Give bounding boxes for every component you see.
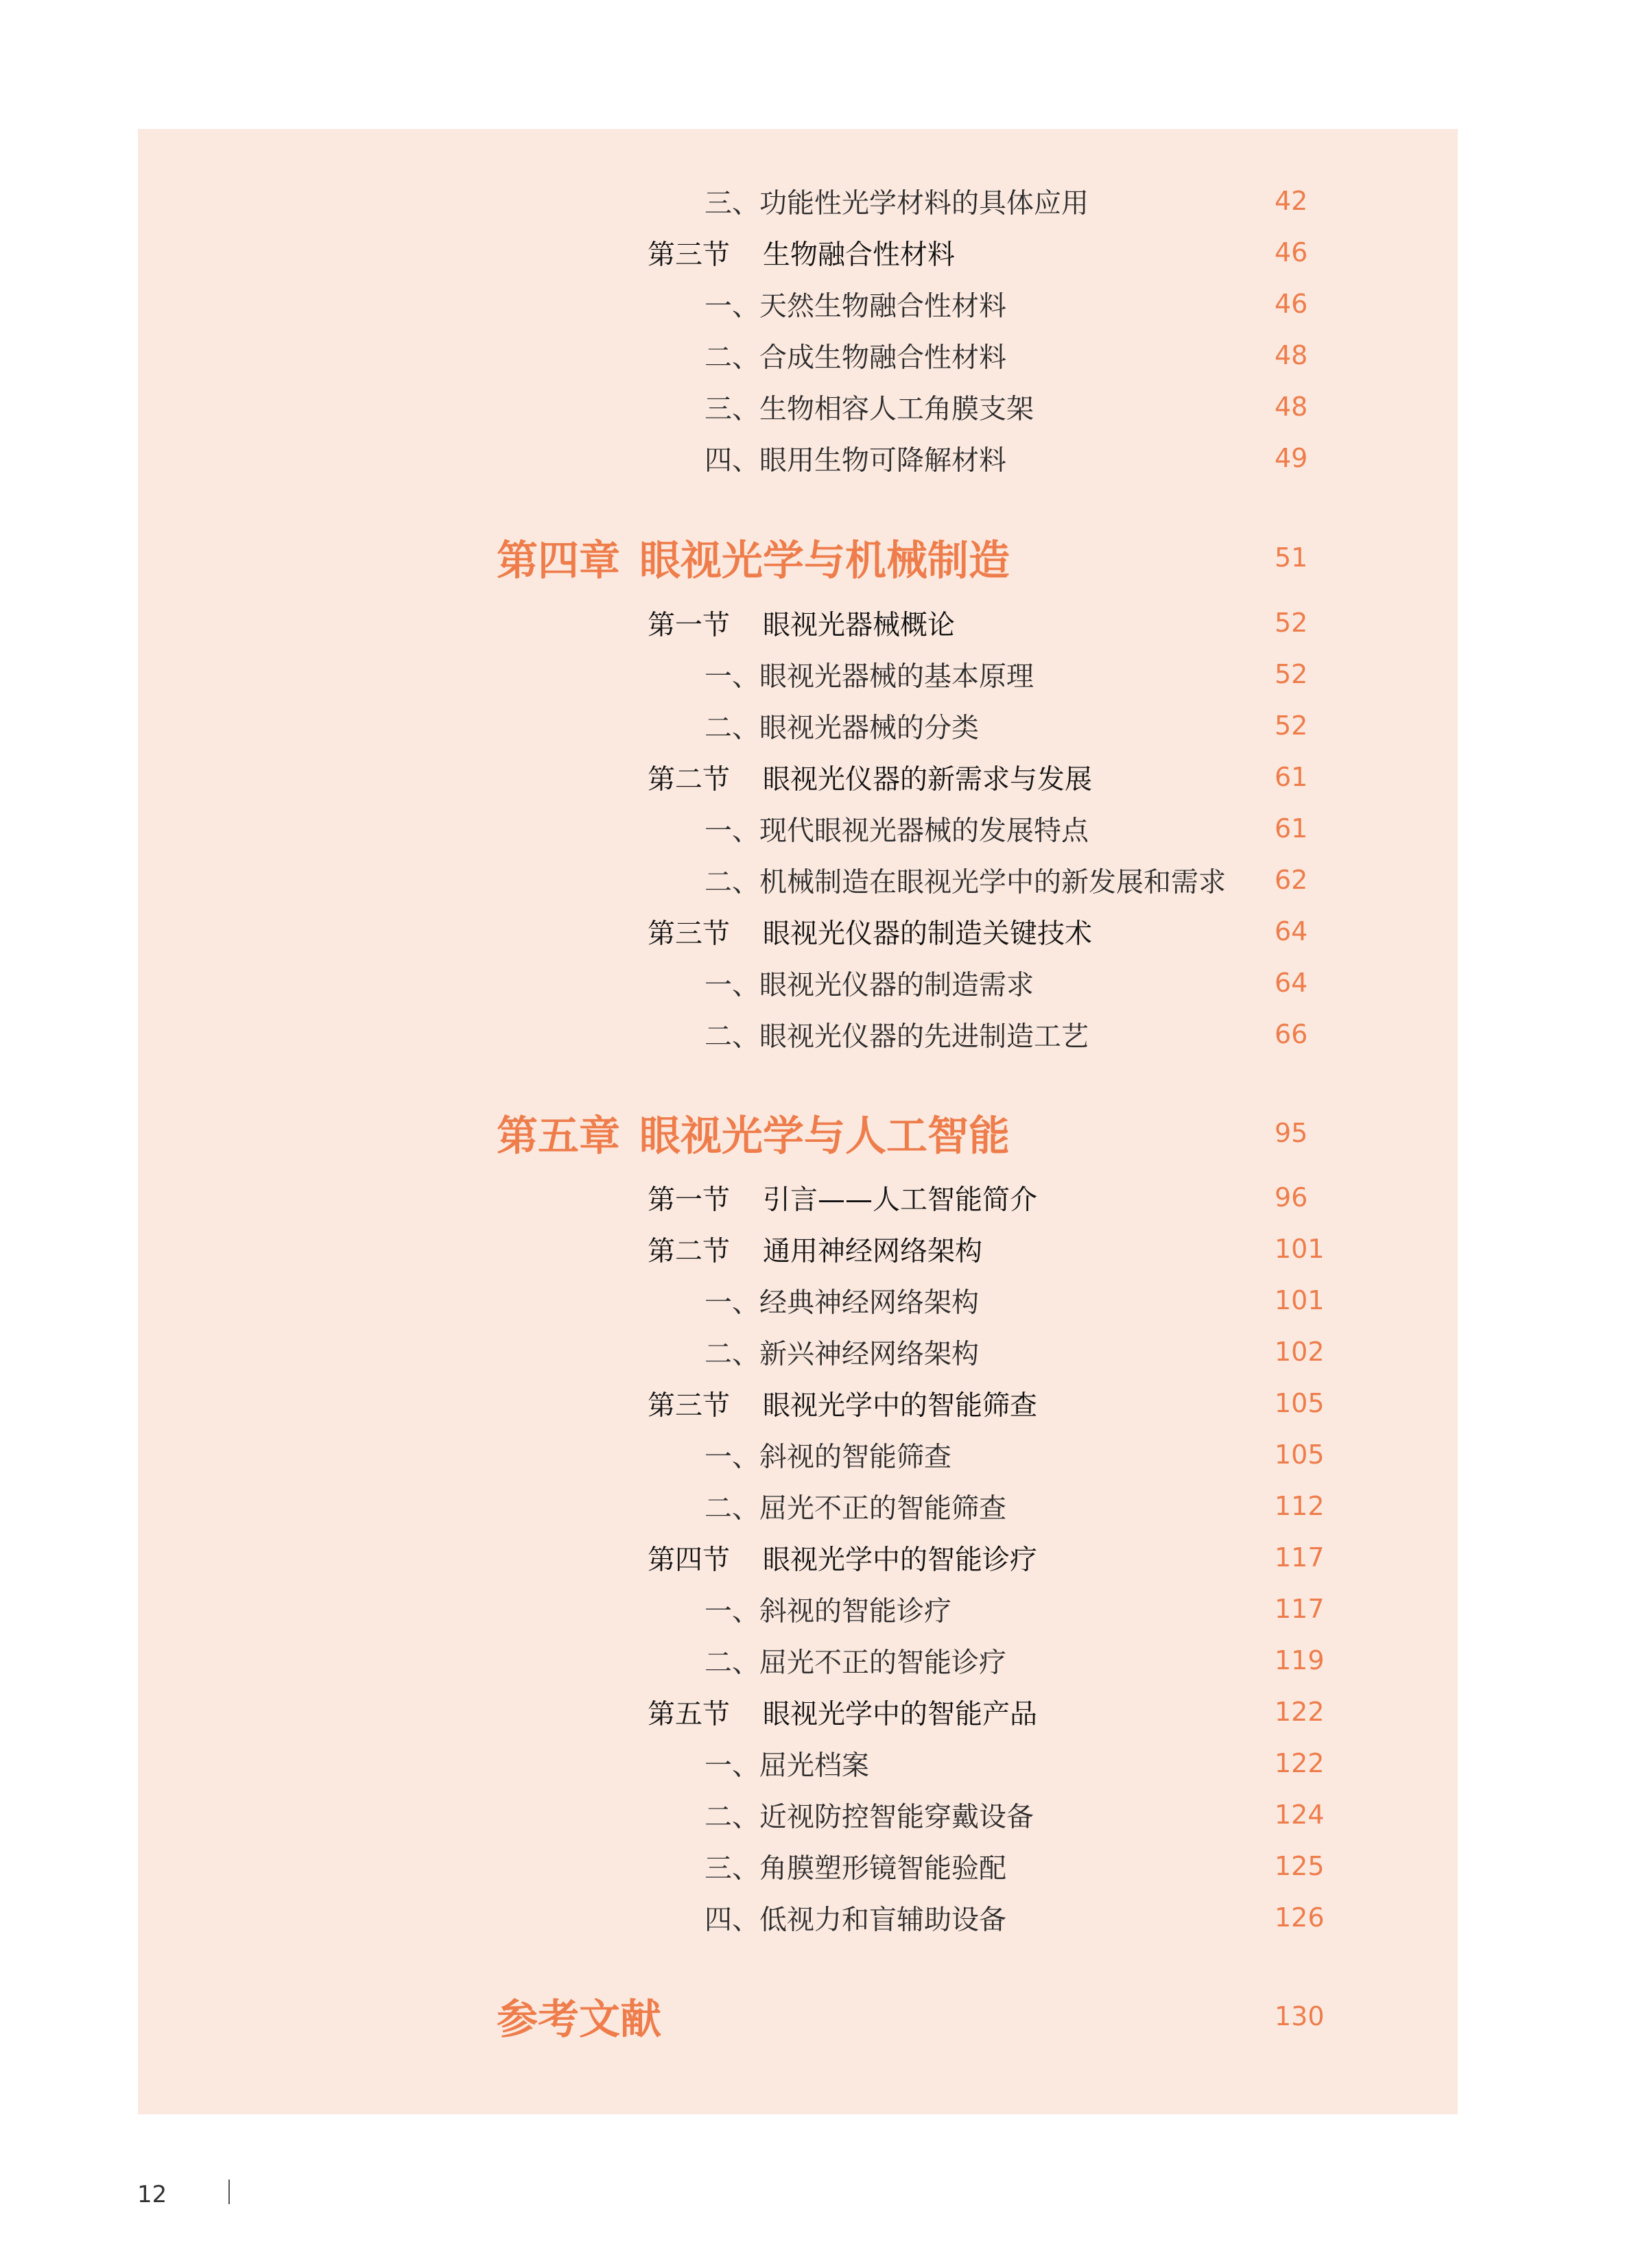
toc-page-number: 52	[1275, 711, 1308, 741]
toc-section-label	[648, 604, 955, 643]
toc-section-number: 第四节	[648, 1544, 730, 1576]
toc-section-number: 第一节	[648, 609, 730, 641]
toc-entry-label: 二、屈光不正的智能诊疗	[705, 1647, 1006, 1679]
toc-page-number: 46	[1275, 237, 1308, 267]
page-number: 12	[137, 2181, 167, 2208]
toc-entry-label: 一、眼视光器械的基本原理	[705, 660, 1034, 693]
toc-entry-label: 二、眼视光仪器的先进制造工艺	[705, 1020, 1089, 1053]
toc-entry-label: 二、合成生物融合性材料	[705, 342, 1006, 374]
toc-page-number: 96	[1275, 1182, 1308, 1213]
toc-section-title: 眼视光学中的智能筛查	[763, 1389, 1037, 1422]
toc-page-number: 66	[1275, 1019, 1308, 1049]
toc-section-number: 第三节	[648, 1389, 730, 1422]
toc-section-title: 眼视光仪器的新需求与发展	[763, 763, 1092, 796]
toc-entry-label: 二、眼视光器械的分类	[705, 712, 979, 744]
toc-page-number: 101	[1275, 1285, 1325, 1315]
toc-page-number: 119	[1275, 1645, 1325, 1675]
toc-section-number: 第三节	[648, 918, 730, 950]
toc-section-number: 第一节	[648, 1184, 730, 1216]
toc-chapter-number: 第四章	[497, 537, 620, 585]
toc-entry-label: 一、现代眼视光器械的发展特点	[705, 815, 1089, 847]
toc-section-label	[648, 758, 1092, 797]
toc-page-number: 64	[1275, 916, 1308, 946]
toc-section-title: 眼视光学中的智能产品	[763, 1698, 1037, 1730]
toc-section-number: 第五节	[648, 1698, 730, 1730]
toc-entry-label: 三、生物相容人工角膜支架	[705, 393, 1034, 425]
toc-section-number: 第二节	[648, 763, 730, 796]
toc-section-label	[648, 1693, 1037, 1732]
toc-page-number: 126	[1275, 1902, 1325, 1933]
toc-entry-label: 一、经典神经网络架构	[705, 1287, 979, 1319]
toc-chapter-label: 参考文献	[497, 1996, 661, 2044]
toc-section-number: 第三节	[648, 239, 730, 271]
toc-section-label	[648, 233, 955, 272]
toc-entry-label: 四、低视力和盲辅助设备	[705, 1904, 1006, 1936]
toc-entry-label: 二、新兴神经网络架构	[705, 1338, 979, 1370]
toc-page-number: 48	[1275, 392, 1308, 422]
toc-entry-label: 一、天然生物融合性材料	[705, 290, 1006, 322]
toc-section-number: 第二节	[648, 1235, 730, 1267]
toc-page-number: 125	[1275, 1851, 1325, 1881]
toc-page-number: 102	[1275, 1337, 1325, 1367]
toc-page-number: 124	[1275, 1800, 1325, 1830]
toc-section-title: 通用神经网络架构	[763, 1235, 982, 1267]
toc-entry-label: 三、功能性光学材料的具体应用	[705, 187, 1089, 219]
toc-page-number: 61	[1275, 762, 1308, 792]
toc-section-label	[648, 1384, 1037, 1423]
toc-entry-label: 一、屈光档案	[705, 1750, 869, 1782]
toc-page-number: 105	[1275, 1388, 1325, 1418]
toc-page-number: 112	[1275, 1491, 1325, 1521]
toc-entry-label: 一、斜视的智能诊疗	[705, 1595, 951, 1627]
toc-chapter-number: 第五章	[497, 1112, 620, 1160]
toc-section-label	[648, 912, 1092, 951]
toc-chapter-label	[497, 1103, 1010, 1162]
toc-entry-label: 二、机械制造在眼视光学中的新发展和需求	[705, 866, 1226, 898]
toc-page-number: 117	[1275, 1594, 1325, 1624]
toc-section-title: 眼视光器械概论	[763, 609, 955, 641]
toc-page-number: 117	[1275, 1542, 1325, 1573]
toc-chapter-label	[497, 528, 1010, 587]
toc-page-number: 62	[1275, 865, 1308, 895]
toc-section-title: 生物融合性材料	[763, 239, 955, 271]
toc-chapter-title: 眼视光学与人工智能	[639, 1112, 1010, 1160]
footer-divider	[228, 2180, 230, 2204]
toc-page-number: 48	[1275, 340, 1308, 370]
toc-entry-label: 一、斜视的智能筛查	[705, 1441, 951, 1473]
toc-page-number: 130	[1275, 2001, 1325, 2031]
toc-page-number: 52	[1275, 659, 1308, 689]
toc-section-title: 眼视光学中的智能诊疗	[763, 1544, 1037, 1576]
toc-section-title: 眼视光仪器的制造关键技术	[763, 918, 1092, 950]
toc-page-number: 95	[1275, 1118, 1308, 1148]
toc-entry-label: 三、角膜塑形镜智能验配	[705, 1852, 1006, 1885]
toc-chapter-title: 眼视光学与机械制造	[639, 537, 1010, 585]
toc-entry-label: 二、近视防控智能穿戴设备	[705, 1801, 1034, 1833]
toc-section-label	[648, 1538, 1037, 1577]
toc-page-number: 46	[1275, 289, 1308, 319]
toc-section-label	[648, 1178, 1037, 1217]
toc-page-number: 42	[1275, 186, 1308, 216]
toc-page-number: 61	[1275, 813, 1308, 844]
toc-page-number: 64	[1275, 968, 1308, 998]
toc-page-number: 52	[1275, 608, 1308, 638]
toc-page-number: 122	[1275, 1748, 1325, 1778]
toc-section-label	[648, 1230, 982, 1269]
toc-page-number: 101	[1275, 1234, 1325, 1264]
toc-entry-label: 一、眼视光仪器的制造需求	[705, 969, 1034, 1001]
toc-page-number: 51	[1275, 542, 1308, 573]
toc-page-number: 122	[1275, 1697, 1325, 1727]
toc-page-number: 49	[1275, 443, 1308, 473]
toc-entry-label: 四、眼用生物可降解材料	[705, 444, 1006, 477]
toc-section-title: 引言——人工智能简介	[763, 1184, 1037, 1216]
toc-page-number: 105	[1275, 1440, 1325, 1470]
toc-entry-label: 二、屈光不正的智能筛查	[705, 1492, 1006, 1525]
